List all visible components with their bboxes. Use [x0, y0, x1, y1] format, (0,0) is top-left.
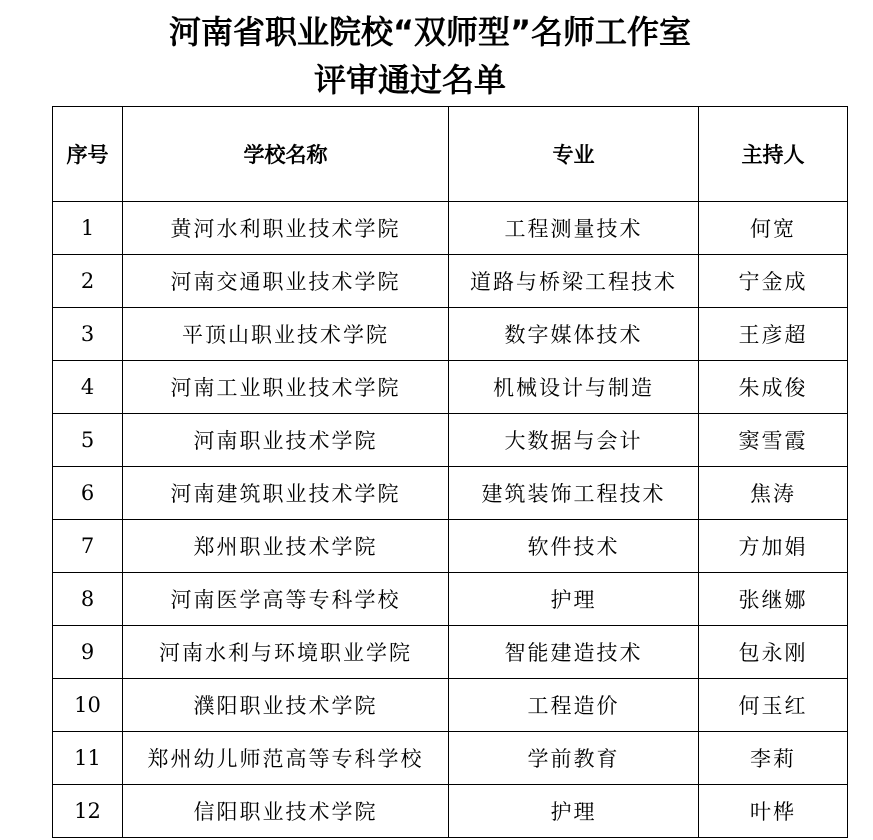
cell-school-name: 河南交通职业技术学院 — [123, 255, 449, 308]
table-row — [53, 520, 848, 573]
cell-host: 方加娟 — [699, 520, 848, 573]
cell-serial-number: 10 — [53, 679, 123, 732]
cell-serial-number: 12 — [53, 785, 123, 838]
cell-major: 建筑装饰工程技术 — [449, 467, 699, 520]
cell-major: 工程造价 — [449, 679, 699, 732]
cell-major: 学前教育 — [449, 732, 699, 785]
cell-major: 机械设计与制造 — [449, 361, 699, 414]
cell-serial-number: 11 — [53, 732, 123, 785]
cell-school-name: 河南工业职业技术学院 — [123, 361, 449, 414]
table-row — [53, 361, 848, 414]
approved-list-table — [52, 106, 848, 838]
table-row — [53, 732, 848, 785]
table-row — [53, 308, 848, 361]
table-row — [53, 573, 848, 626]
cell-school-name: 黄河水利职业技术学院 — [123, 202, 449, 255]
cell-serial-number: 4 — [53, 361, 123, 414]
table-row — [53, 467, 848, 520]
cell-serial-number: 9 — [53, 626, 123, 679]
table-row — [53, 679, 848, 732]
table-row — [53, 255, 848, 308]
header-serial-number: 序号 — [53, 107, 123, 202]
cell-major: 道路与桥梁工程技术 — [449, 255, 699, 308]
table-row — [53, 202, 848, 255]
cell-serial-number: 3 — [53, 308, 123, 361]
cell-major: 数字媒体技术 — [449, 308, 699, 361]
cell-school-name: 濮阳职业技术学院 — [123, 679, 449, 732]
cell-host: 王彦超 — [699, 308, 848, 361]
cell-serial-number: 5 — [53, 414, 123, 467]
cell-major: 软件技术 — [449, 520, 699, 573]
cell-host: 叶桦 — [699, 785, 848, 838]
cell-host: 张继娜 — [699, 573, 848, 626]
cell-major: 智能建造技术 — [449, 626, 699, 679]
cell-host: 朱成俊 — [699, 361, 848, 414]
cell-school-name: 郑州幼儿师范高等专科学校 — [123, 732, 449, 785]
header-school-name: 学校名称 — [123, 107, 449, 202]
cell-serial-number: 1 — [53, 202, 123, 255]
cell-serial-number: 8 — [53, 573, 123, 626]
table-row — [53, 626, 848, 679]
cell-host: 何宽 — [699, 202, 848, 255]
cell-host: 李莉 — [699, 732, 848, 785]
cell-school-name: 信阳职业技术学院 — [123, 785, 449, 838]
cell-school-name: 郑州职业技术学院 — [123, 520, 449, 573]
table-header-row — [53, 107, 848, 202]
cell-host: 宁金成 — [699, 255, 848, 308]
cell-major: 工程测量技术 — [449, 202, 699, 255]
cell-major: 护理 — [449, 573, 699, 626]
cell-host: 窦雪霞 — [699, 414, 848, 467]
header-major: 专业 — [449, 107, 699, 202]
cell-serial-number: 2 — [53, 255, 123, 308]
document-title-line-1: 河南省职业院校“双师型”名师工作室 — [168, 13, 692, 51]
cell-school-name: 河南水利与环境职业学院 — [123, 626, 449, 679]
cell-major: 护理 — [449, 785, 699, 838]
cell-serial-number: 6 — [53, 467, 123, 520]
cell-host: 何玉红 — [699, 679, 848, 732]
cell-school-name: 平顶山职业技术学院 — [123, 308, 449, 361]
table-row — [53, 785, 848, 838]
cell-host: 焦涛 — [699, 467, 848, 520]
cell-school-name: 河南医学高等专科学校 — [123, 573, 449, 626]
document-title-line-2: 评审通过名单 — [313, 61, 506, 99]
cell-school-name: 河南职业技术学院 — [123, 414, 449, 467]
header-host: 主持人 — [699, 107, 848, 202]
cell-school-name: 河南建筑职业技术学院 — [123, 467, 449, 520]
cell-host: 包永刚 — [699, 626, 848, 679]
cell-serial-number: 7 — [53, 520, 123, 573]
table-row — [53, 414, 848, 467]
cell-major: 大数据与会计 — [449, 414, 699, 467]
table-body — [53, 202, 848, 838]
